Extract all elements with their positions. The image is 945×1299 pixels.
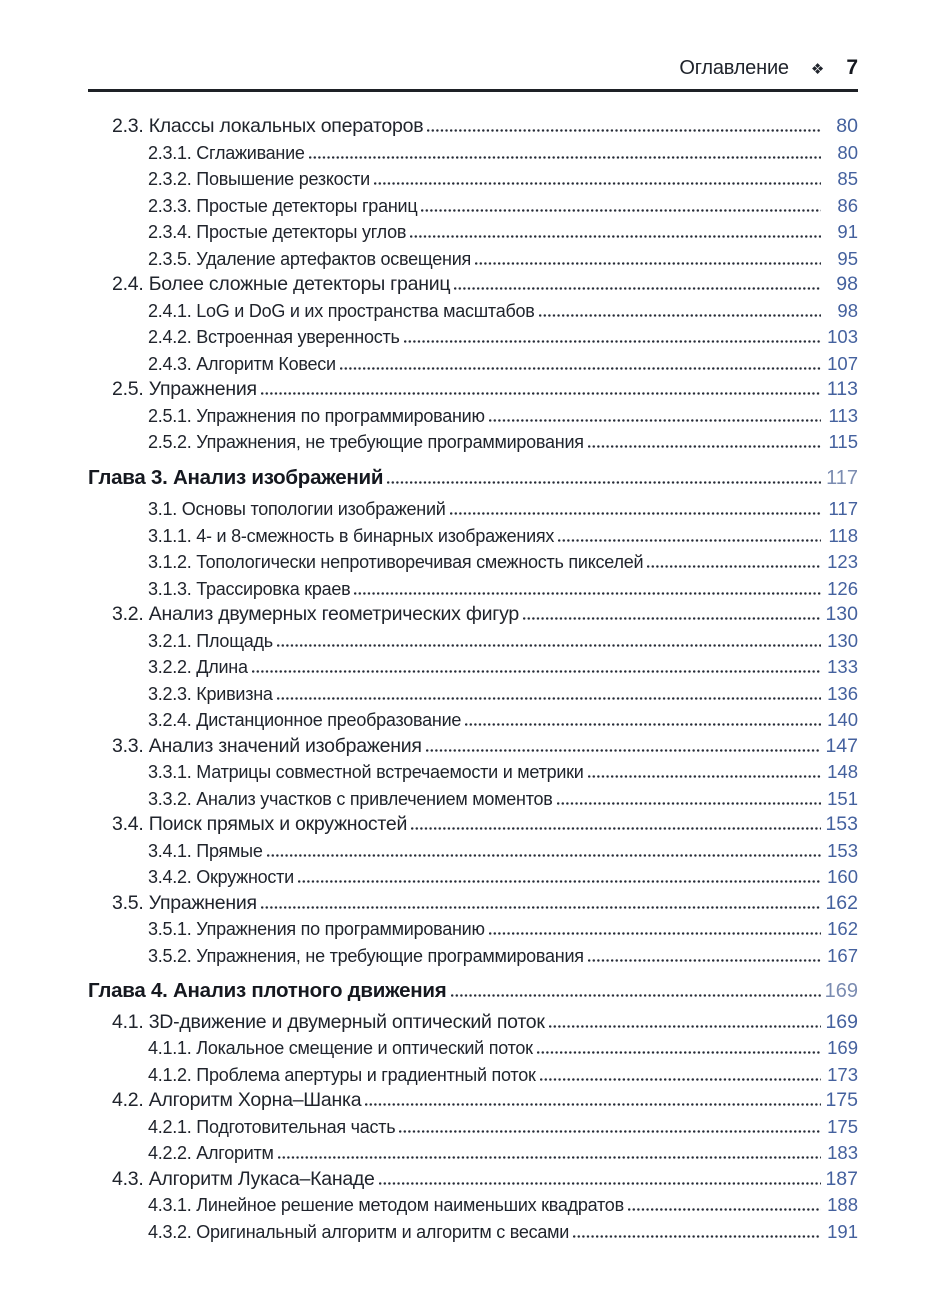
toc-entry-label: Глава 4. Анализ плотного движения xyxy=(88,979,447,1002)
toc-entry-page-number: 183 xyxy=(827,1142,858,1163)
dot-leader xyxy=(399,1130,821,1133)
toc-entry-label: 4.1.2. Проблема апертуры и градиентный поток xyxy=(148,1064,536,1085)
toc-entry-page-number: 113 xyxy=(828,404,858,426)
toc-entry-page-number: 113 xyxy=(826,378,858,400)
toc-entry-page-number: 80 xyxy=(837,141,858,163)
toc-entry xyxy=(88,114,858,140)
toc-entry-label: 3.3.2. Анализ участков с привлечением моментов xyxy=(148,788,553,809)
dot-leader xyxy=(309,156,821,159)
toc-entry xyxy=(88,246,858,273)
toc-entry-page-number: 187 xyxy=(825,1167,858,1190)
toc-entry-page-number: 160 xyxy=(827,866,858,887)
toc-entry xyxy=(88,628,858,655)
page-number: 7 xyxy=(846,56,858,79)
toc-entry xyxy=(88,1192,858,1219)
toc-entry-label: 3.5. Упражнения xyxy=(112,891,257,914)
toc-entry-label: 3.1.3. Трассировка краев xyxy=(148,578,351,599)
toc-entry-page-number: 133 xyxy=(827,656,858,677)
toc-entry-page-number: 91 xyxy=(837,221,858,242)
dot-leader xyxy=(557,802,821,805)
dot-leader xyxy=(475,262,821,265)
dot-leader xyxy=(588,445,821,448)
toc-entry xyxy=(88,377,858,403)
dot-leader xyxy=(411,827,821,830)
toc-entry xyxy=(88,219,858,246)
toc-entry-label: 2.3.2. Повышение резкости xyxy=(148,169,370,189)
toc-entry-label: 4.2. Алгоритм Хорна–Шанка xyxy=(112,1089,362,1111)
toc-entry xyxy=(88,1062,858,1089)
toc-entry xyxy=(88,166,858,193)
toc-entry-label: 2.5. Упражнения xyxy=(112,378,257,400)
toc-entry xyxy=(88,193,858,220)
dot-leader xyxy=(404,340,821,343)
toc-entry-page-number: 130 xyxy=(825,603,858,625)
toc-entry-label: 2.4.1. LoG и DoG и их пространства масштабов xyxy=(148,300,535,321)
toc-entry xyxy=(88,1167,858,1193)
table-of-contents xyxy=(88,114,858,1245)
toc-entry-label: 2.3.5. Удаление артефактов освещения xyxy=(148,248,472,269)
toc-entry-page-number: 123 xyxy=(827,551,858,572)
toc-entry-label: 4.3. Алгоритм Лукаса–Канаде xyxy=(112,1167,375,1190)
dot-leader xyxy=(451,994,822,997)
toc-entry-page-number: 169 xyxy=(825,1010,858,1033)
toc-entry-label: 4.3.2. Оригинальный алгоритм и алгоритм с весами xyxy=(148,1221,570,1242)
toc-entry-label: 2.3.1. Сглаживание xyxy=(148,142,305,163)
toc-entry-page-number: 153 xyxy=(825,813,858,835)
dot-leader xyxy=(427,129,821,132)
toc-entry-page-number: 103 xyxy=(827,326,858,347)
dot-leader xyxy=(540,1078,821,1081)
toc-entry xyxy=(88,654,858,681)
dot-leader xyxy=(426,749,821,752)
dot-leader xyxy=(573,1235,821,1238)
toc-entry xyxy=(88,351,858,378)
dot-leader xyxy=(558,539,821,542)
toc-entry-label: 2.3.4. Простые детекторы углов xyxy=(148,222,407,242)
toc-entry xyxy=(88,1114,858,1141)
toc-entry-page-number: 115 xyxy=(828,431,858,452)
toc-entry-label: 3.1. Основы топологии изображений xyxy=(148,499,446,519)
toc-entry-label: Глава 3. Анализ изображений xyxy=(88,465,384,489)
dot-leader xyxy=(647,565,821,568)
toc-entry xyxy=(88,978,858,1005)
toc-entry xyxy=(88,812,858,838)
dot-leader xyxy=(410,235,821,238)
toc-entry-page-number: 117 xyxy=(828,498,858,519)
toc-entry-page-number: 118 xyxy=(828,524,858,546)
toc-entry-page-number: 130 xyxy=(827,629,858,651)
toc-entry-page-number: 98 xyxy=(837,299,858,321)
toc-entry-page-number: 162 xyxy=(825,891,858,914)
toc-entry-label: 4.2.1. Подготовительная часть xyxy=(148,1116,396,1137)
dot-leader xyxy=(261,906,821,909)
toc-entry-label: 3.1.1. 4- и 8-смежность в бинарных изображениях xyxy=(148,525,555,546)
toc-entry xyxy=(88,549,858,576)
dot-leader xyxy=(450,512,821,515)
toc-entry-label: 3.1.2. Топологически непротиворечивая смежность пикселей xyxy=(148,552,644,572)
dot-leader xyxy=(277,697,821,700)
toc-entry xyxy=(88,707,858,734)
toc-entry-label: 4.3.1. Линейное решение методом наименьших квадратов xyxy=(148,1195,624,1215)
toc-entry xyxy=(88,943,858,970)
toc-entry xyxy=(88,838,858,865)
toc-entry-page-number: 169 xyxy=(824,980,858,1002)
toc-entry-label: 4.1.1. Локальное смещение и оптический поток xyxy=(148,1038,533,1058)
dot-leader xyxy=(374,182,821,185)
toc-entry-label: 2.4. Более сложные детекторы границ xyxy=(112,273,451,295)
dot-leader xyxy=(489,932,821,935)
dot-leader xyxy=(549,1025,821,1028)
toc-entry xyxy=(88,1140,858,1167)
toc-entry-label: 3.3.1. Матрицы совместной встречаемости и метрики xyxy=(148,762,584,782)
toc-entry xyxy=(88,140,858,167)
toc-entry-label: 4.1. 3D-движение и двумерный оптический поток xyxy=(112,1010,545,1033)
toc-entry xyxy=(88,1035,858,1062)
toc-entry xyxy=(88,916,858,943)
toc-entry xyxy=(88,681,858,708)
toc-entry-page-number: 175 xyxy=(827,1115,858,1137)
toc-entry xyxy=(88,324,858,351)
toc-entry-label: 2.4.2. Встроенная уверенность xyxy=(148,327,400,347)
toc-entry-page-number: 191 xyxy=(827,1220,858,1242)
toc-entry-page-number: 167 xyxy=(827,944,858,966)
toc-entry xyxy=(88,403,858,430)
dot-leader xyxy=(588,959,821,962)
toc-entry xyxy=(88,465,858,492)
dot-leader xyxy=(489,419,821,422)
toc-entry xyxy=(88,523,858,550)
toc-entry-page-number: 117 xyxy=(826,466,858,489)
toc-entry-label: 2.5.1. Упражнения по программированию xyxy=(148,405,485,426)
running-head xyxy=(88,56,858,92)
toc-entry-label: 3.4.1. Прямые xyxy=(148,840,263,861)
toc-entry-label: 2.4.3. Алгоритм Ковеси xyxy=(148,353,336,374)
dot-leader xyxy=(537,1051,821,1054)
toc-entry-label: 3.3. Анализ значений изображения xyxy=(112,734,422,757)
toc-entry-page-number: 136 xyxy=(827,682,858,704)
toc-entry xyxy=(88,786,858,813)
toc-entry-page-number: 153 xyxy=(827,839,858,861)
toc-entry xyxy=(88,602,858,628)
dot-leader xyxy=(379,1182,821,1185)
dot-leader xyxy=(454,287,821,290)
toc-entry-label: 3.5.1. Упражнения по программированию xyxy=(148,919,485,939)
toc-entry-page-number: 147 xyxy=(825,734,858,757)
dot-leader xyxy=(588,775,821,778)
toc-entry-page-number: 85 xyxy=(837,168,858,189)
toc-entry xyxy=(88,734,858,760)
dot-leader xyxy=(277,644,821,647)
toc-entry-page-number: 98 xyxy=(836,273,858,295)
toc-entry-label: 2.3.3. Простые детекторы границ xyxy=(148,195,418,216)
toc-entry-page-number: 175 xyxy=(825,1089,858,1111)
toc-entry xyxy=(88,429,858,456)
toc-entry-page-number: 86 xyxy=(837,194,858,216)
toc-entry-label: 2.5.2. Упражнения, не требующие программирования xyxy=(148,432,584,452)
diamond-florette-icon: ❖ xyxy=(810,61,825,78)
dot-leader xyxy=(261,392,821,395)
toc-entry-label: 3.5.2. Упражнения, не требующие программирования xyxy=(148,945,584,966)
toc-entry-label: 3.2. Анализ двумерных геометрических фигур xyxy=(112,603,519,625)
toc-entry-label: 2.3. Классы локальных операторов xyxy=(112,115,424,137)
toc-entry-page-number: 126 xyxy=(827,577,858,599)
toc-entry xyxy=(88,1219,858,1246)
toc-entry-page-number: 151 xyxy=(827,787,858,809)
toc-entry xyxy=(88,1088,858,1114)
toc-entry-label: 3.2.1. Площадь xyxy=(148,630,273,651)
dot-leader xyxy=(628,1208,821,1211)
toc-entry-label: 3.2.4. Дистанционное преобразование xyxy=(148,710,462,730)
dot-leader xyxy=(267,854,821,857)
running-head-title: Оглавление xyxy=(679,57,789,79)
toc-entry-label: 3.4. Поиск прямых и окружностей xyxy=(112,813,408,835)
toc-entry-label: 3.2.2. Длина xyxy=(148,657,248,677)
dot-leader xyxy=(421,209,821,212)
dot-leader xyxy=(365,1103,821,1106)
dot-leader xyxy=(387,481,821,484)
dot-leader xyxy=(252,670,821,673)
dot-leader xyxy=(539,314,821,317)
dot-leader xyxy=(278,1156,821,1159)
toc-entry-page-number: 140 xyxy=(827,709,858,730)
toc-entry xyxy=(88,1010,858,1036)
toc-entry xyxy=(88,272,858,298)
toc-entry-page-number: 95 xyxy=(837,247,858,269)
toc-entry xyxy=(88,759,858,786)
toc-entry xyxy=(88,891,858,917)
toc-entry-page-number: 169 xyxy=(827,1037,858,1058)
toc-entry-page-number: 162 xyxy=(827,918,858,939)
toc-entry xyxy=(88,496,858,523)
toc-entry-page-number: 80 xyxy=(836,115,858,137)
toc-entry-page-number: 107 xyxy=(827,352,858,374)
toc-entry xyxy=(88,576,858,603)
toc-entry-page-number: 173 xyxy=(827,1063,858,1085)
dot-leader xyxy=(298,880,821,883)
toc-entry xyxy=(88,298,858,325)
dot-leader xyxy=(340,367,821,370)
dot-leader xyxy=(354,592,821,595)
toc-entry-label: 3.4.2. Окружности xyxy=(148,867,294,887)
toc-entry-page-number: 188 xyxy=(827,1194,858,1215)
toc-entry-label: 4.2.2. Алгоритм xyxy=(148,1143,274,1163)
toc-entry xyxy=(88,864,858,891)
toc-entry-page-number: 148 xyxy=(827,761,858,782)
dot-leader xyxy=(523,617,821,620)
dot-leader xyxy=(465,723,821,726)
toc-entry-label: 3.2.3. Кривизна xyxy=(148,683,273,704)
